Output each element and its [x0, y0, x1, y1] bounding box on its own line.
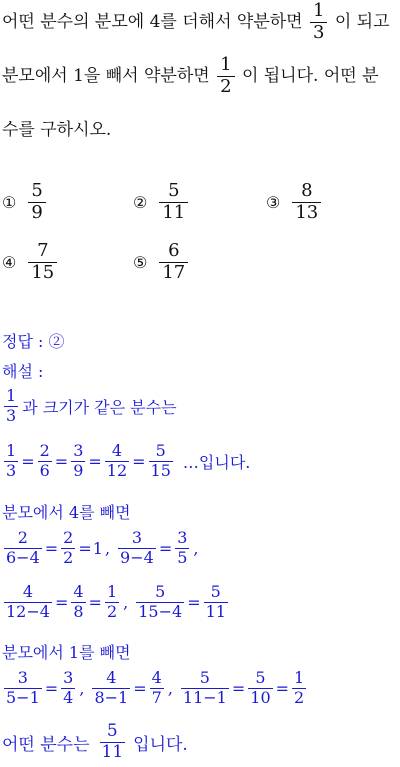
choice-fraction: $\frac{8}{13}$: [292, 182, 321, 223]
fraction: $\frac{1}{2}$: [294, 668, 305, 707]
fraction: $\frac{4}{12}$: [106, 441, 128, 480]
fraction: $\frac{2}{6}$: [39, 441, 50, 480]
fraction: $\frac{3}{4}$: [63, 668, 74, 707]
conclusion-text: 입니다.: [133, 734, 188, 755]
question-text: 분모에서 1을 빼서 약분하면: [2, 65, 210, 86]
choice-marker: ②: [133, 192, 148, 212]
question-text: 이 됩니다. 어떤 분: [241, 65, 379, 86]
choice-marker: ④: [2, 252, 17, 272]
choice-1[interactable]: [2, 182, 48, 223]
fraction: $\frac{1}{2}$: [217, 56, 234, 97]
explanation-intro: [2, 388, 177, 425]
answer-label: 정답 :: [2, 332, 44, 351]
question-text: 어떤 분수의 분모에 4를 더해서 약분하면: [2, 11, 303, 32]
step1-title: 분모에서 4를 빼면: [2, 503, 131, 522]
fraction: $\frac{5}{10}$: [250, 668, 271, 707]
choice-4[interactable]: [2, 242, 59, 283]
fraction: $\frac{5}{15}$: [150, 441, 171, 480]
answer-line: [2, 329, 65, 352]
question-line-3: [2, 115, 111, 140]
step2-title: 분모에서 1를 빼면: [2, 643, 131, 662]
fraction: $\frac{3}{9}$: [73, 441, 84, 480]
fraction: $\frac{5}{11-1}$: [182, 668, 227, 707]
fraction: $\frac{4}{8-1}$: [94, 668, 129, 707]
step2-row: $\frac{3}{5-1}$ = $\frac{3}{4}$ , $\frac{4}{8-1}$ = $\frac{4}{7}$ , $\frac{5}{11-1}$ = $\frac{5}{10}$ = $\frac{1}{2}$: [6, 668, 305, 707]
choice-fraction: $\frac{5}{9}$: [28, 182, 45, 223]
conclusion-text: 어떤 분수는: [2, 734, 90, 755]
choice-5[interactable]: [133, 242, 190, 283]
fraction: $\frac{2}{2}$: [63, 528, 74, 567]
equivalent-fractions: $\frac{1}{3}$ = $\frac{2}{6}$ = $\frac{3}{9}$ = $\frac{4}{12}$ = $\frac{5}{15}$ …입니다.: [6, 441, 251, 480]
conclusion: [2, 723, 188, 762]
explanation-text: 과 크기가 같은 분수는: [22, 397, 177, 417]
question-line-2: [2, 56, 379, 97]
fraction: $\frac{1}{3}$: [6, 441, 17, 480]
fraction: $\frac{4}{8}$: [73, 582, 84, 621]
step1-row-1: $\frac{2}{6-4}$ = $\frac{2}{2}$ = 1 , $\frac{3}{9-4}$ = $\frac{3}{5}$ ,: [6, 528, 199, 567]
fraction: $\frac{4}{7}$: [151, 668, 162, 707]
fraction: $\frac{3}{5}$: [177, 528, 188, 567]
fraction: $\frac{1}{2}$: [106, 582, 118, 621]
choice-fraction: $\frac{7}{15}$: [28, 242, 57, 283]
question-text: 이 되고: [334, 11, 390, 32]
question-text: 수를 구하시오.: [2, 120, 112, 140]
choice-marker: ⑤: [133, 252, 148, 272]
fraction: $\frac{5}{11}$: [205, 582, 226, 621]
value: 1: [92, 538, 103, 558]
fraction: $\frac{3}{9-4}$: [120, 528, 154, 567]
choice-fraction: $\frac{5}{11}$: [159, 182, 188, 223]
choice-2[interactable]: [133, 182, 190, 223]
fraction: $\frac{5}{15-4}$: [138, 582, 183, 621]
step1-row-2: $\frac{4}{12-4}$ = $\frac{4}{8}$ = $\frac{1}{2}$ , $\frac{5}{15-4}$ = $\frac{5}{11}$: [6, 582, 226, 621]
fraction: $\frac{1}{3}$: [6, 386, 17, 425]
fraction: $\frac{3}{5-1}$: [6, 668, 40, 707]
fraction: $\frac{2}{6-4}$: [6, 528, 40, 567]
question-line-1: [2, 2, 390, 43]
choice-fraction: $\frac{6}{17}$: [159, 242, 188, 283]
fraction: $\frac{1}{3}$: [310, 2, 327, 43]
choice-marker: ①: [2, 192, 17, 212]
explanation-text: …입니다.: [182, 452, 251, 472]
choice-marker: ③: [266, 192, 281, 212]
answer-value: ②: [48, 332, 65, 351]
choice-3[interactable]: [266, 182, 323, 223]
fraction: $\frac{5}{11}$: [101, 721, 124, 762]
fraction: $\frac{4}{12-4}$: [6, 582, 50, 621]
explanation-label: 해설 :: [2, 362, 44, 381]
